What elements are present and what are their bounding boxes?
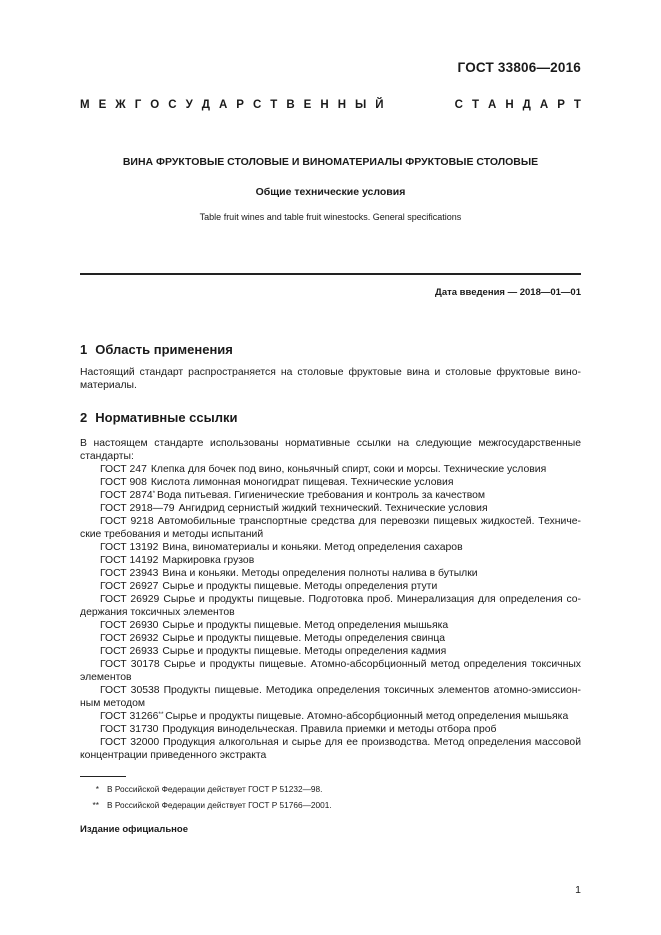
- interstate-letter: Т: [573, 99, 581, 111]
- interstate-letter: Ж: [115, 99, 126, 111]
- interstate-letter: А: [539, 99, 549, 111]
- reference-item: [80, 632, 581, 645]
- reference-item: [80, 489, 581, 502]
- reference-item: [80, 593, 581, 619]
- interstate-letter: Р: [236, 99, 244, 111]
- interstate-word-gap: [424, 99, 446, 111]
- reference-item: [80, 502, 581, 515]
- horizontal-rule: [80, 273, 581, 275]
- interstate-letter: Е: [98, 99, 107, 111]
- reference-code: ГОСТ 9218: [100, 516, 154, 527]
- interstate-letter: А: [487, 99, 497, 111]
- reference-item: [80, 515, 581, 541]
- reference-code: ГОСТ 13192: [100, 542, 159, 553]
- reference-code: ГОСТ 14192: [100, 555, 159, 566]
- reference-title: Продукция алкогольная и сырье для ее производства. Метод определения массовой концентрации приведенного экстракта: [80, 737, 581, 761]
- interstate-letter: Й: [375, 99, 384, 111]
- reference-item: [80, 554, 581, 567]
- reference-item: [80, 476, 581, 489]
- section-2-intro-block: [80, 437, 581, 463]
- footnote-2-text: В Российской Федерации действует ГОСТ Р 51766—2001.: [107, 800, 332, 810]
- reference-item: [80, 736, 581, 762]
- interstate-letter: Н: [505, 99, 514, 111]
- interstate-letter: О: [150, 99, 160, 111]
- reference-code: ГОСТ 26932: [100, 633, 159, 644]
- interstate-word-gap: [393, 99, 415, 111]
- normative-references: [80, 437, 581, 762]
- reference-code: ГОСТ 30538: [100, 685, 160, 696]
- interstate-letter: М: [80, 99, 90, 111]
- reference-item: [80, 658, 581, 684]
- reference-item: [80, 723, 581, 736]
- interstate-standard-label: [80, 99, 581, 111]
- reference-item: [80, 684, 581, 710]
- interstate-letter: Д: [522, 99, 531, 111]
- reference-code: ГОСТ 31730: [100, 724, 159, 735]
- section-1-number: 1: [80, 342, 88, 357]
- english-title: Table fruit wines and table fruit winestocks. General specifications: [199, 212, 462, 222]
- interstate-letter: Т: [471, 99, 479, 111]
- interstate-letter: Г: [134, 99, 142, 111]
- reference-item: [80, 580, 581, 593]
- reference-code: ГОСТ 31266: [100, 711, 159, 722]
- reference-footnote-mark: *: [152, 490, 157, 497]
- interstate-letter: В: [286, 99, 295, 111]
- interstate-letter: С: [252, 99, 262, 111]
- section-1-paragraph: Настоящий стандарт распространяется на столовые фруктовые вина и столовые фруктовые вино-материалы.: [80, 367, 581, 391]
- reference-title: Вина, виноматериалы и коньяки. Метод определения сахаров: [162, 542, 463, 553]
- reference-item: [80, 463, 581, 476]
- interstate-letter: Р: [557, 99, 565, 111]
- reference-title: Кислота лимонная моногидрат пищевая. Технические условия: [150, 477, 454, 488]
- interstate-letter: Н: [337, 99, 346, 111]
- section-1-text: [80, 366, 581, 392]
- reference-title: Сырье и продукты пищевые. Методы определения ртути: [162, 581, 438, 592]
- section-1-heading: [80, 342, 233, 357]
- interstate-letter: Д: [201, 99, 210, 111]
- section-1-title: Область применения: [95, 342, 233, 357]
- reference-code: ГОСТ 26927: [100, 581, 159, 592]
- document-title: ВИНА ФРУКТОВЫЕ СТОЛОВЫЕ И ВИНОМАТЕРИАЛЫ ФРУКТОВЫЕ СТОЛОВЫЕ: [122, 156, 539, 168]
- section-2-number: 2: [80, 410, 88, 425]
- footnote-1-text: В Российской Федерации действует ГОСТ Р 51232—98.: [107, 784, 323, 794]
- interstate-letter: У: [185, 99, 193, 111]
- reference-code: ГОСТ 26929: [100, 594, 160, 605]
- reference-title: Сырье и продукты пищевые. Метод определения мышьяка: [162, 620, 449, 631]
- reference-code: ГОСТ 908: [100, 477, 147, 488]
- section-2-intro: В настоящем стандарте использованы нормативные ссылки на следующие межгосударственные стандарты:: [80, 438, 581, 462]
- interstate-letter: Н: [320, 99, 329, 111]
- interstate-letter: С: [454, 99, 463, 111]
- reference-title: Продукты пищевые. Методика определения токсичных элементов атомно-эмиссион-ным методом: [80, 685, 581, 709]
- reference-item: [80, 710, 581, 723]
- reference-title: Клепка для бочек под вино, коньячный спирт, соки и морсы. Технические условия: [150, 464, 547, 475]
- reference-title: Маркировка грузов: [162, 555, 255, 566]
- reference-title: Продукция винодельческая. Правила приемки и методы отбора проб: [162, 724, 497, 735]
- reference-list: [80, 463, 581, 762]
- footnote-2: [80, 800, 332, 810]
- interstate-letter: Т: [270, 99, 278, 111]
- interstate-letter: А: [218, 99, 228, 111]
- reference-code: ГОСТ 32000: [100, 737, 160, 748]
- page-number: 1: [575, 884, 581, 896]
- reference-footnote-mark: **: [158, 711, 166, 718]
- reference-code: ГОСТ 26933: [100, 646, 159, 657]
- reference-title: Сырье и продукты пищевые. Атомно-абсорбционный метод определения мышьяка: [165, 711, 569, 722]
- reference-title: Сырье и продукты пищевые. Методы определения свинца: [162, 633, 446, 644]
- section-2-title: Нормативные ссылки: [95, 410, 238, 425]
- document-number: ГОСТ 33806—2016: [457, 60, 581, 75]
- reference-code: ГОСТ 26930: [100, 620, 159, 631]
- introduction-date: Дата введения — 2018—01—01: [435, 287, 581, 298]
- footnote-1-mark: *: [95, 784, 99, 794]
- reference-code: ГОСТ 2874: [100, 490, 153, 501]
- official-edition-label: Издание официальное: [80, 824, 188, 835]
- footnote-1: [80, 784, 322, 794]
- interstate-letter: С: [168, 99, 177, 111]
- reference-code: ГОСТ 2918—79: [100, 503, 175, 514]
- reference-title: Сырье и продукты пищевые. Методы определения кадмия: [162, 646, 447, 657]
- reference-title: Автомобильные транспортные средства для перевозки пищевых жидкостей. Техниче-ские требования и методы испытаний: [80, 516, 582, 540]
- footnote-separator: [80, 776, 126, 777]
- document-subtitle: Общие технические условия: [255, 186, 406, 198]
- reference-title: Сырье и продукты пищевые. Атомно-абсорбционный метод определения токсичных элементов: [80, 659, 581, 683]
- reference-code: ГОСТ 23943: [100, 568, 159, 579]
- interstate-letter: Ы: [355, 99, 367, 111]
- interstate-letter: Е: [303, 99, 312, 111]
- section-2-heading: [80, 410, 237, 425]
- reference-title: Вода питьевая. Гигиенические требования и контроль за качеством: [156, 490, 486, 501]
- reference-item: [80, 645, 581, 658]
- reference-title: Сырье и продукты пищевые. Подготовка проб. Минерализация для определения со-держания токсичных элементов: [80, 594, 581, 618]
- reference-code: ГОСТ 247: [100, 464, 147, 475]
- footnote-2-mark: **: [92, 800, 99, 810]
- reference-code: ГОСТ 30178: [100, 659, 160, 670]
- reference-item: [80, 619, 581, 632]
- reference-title: Вина и коньяки. Методы определения полноты налива в бутылки: [162, 568, 478, 579]
- reference-item: [80, 541, 581, 554]
- reference-item: [80, 567, 581, 580]
- reference-title: Ангидрид сернистый жидкий технический. Технические условия: [178, 503, 488, 514]
